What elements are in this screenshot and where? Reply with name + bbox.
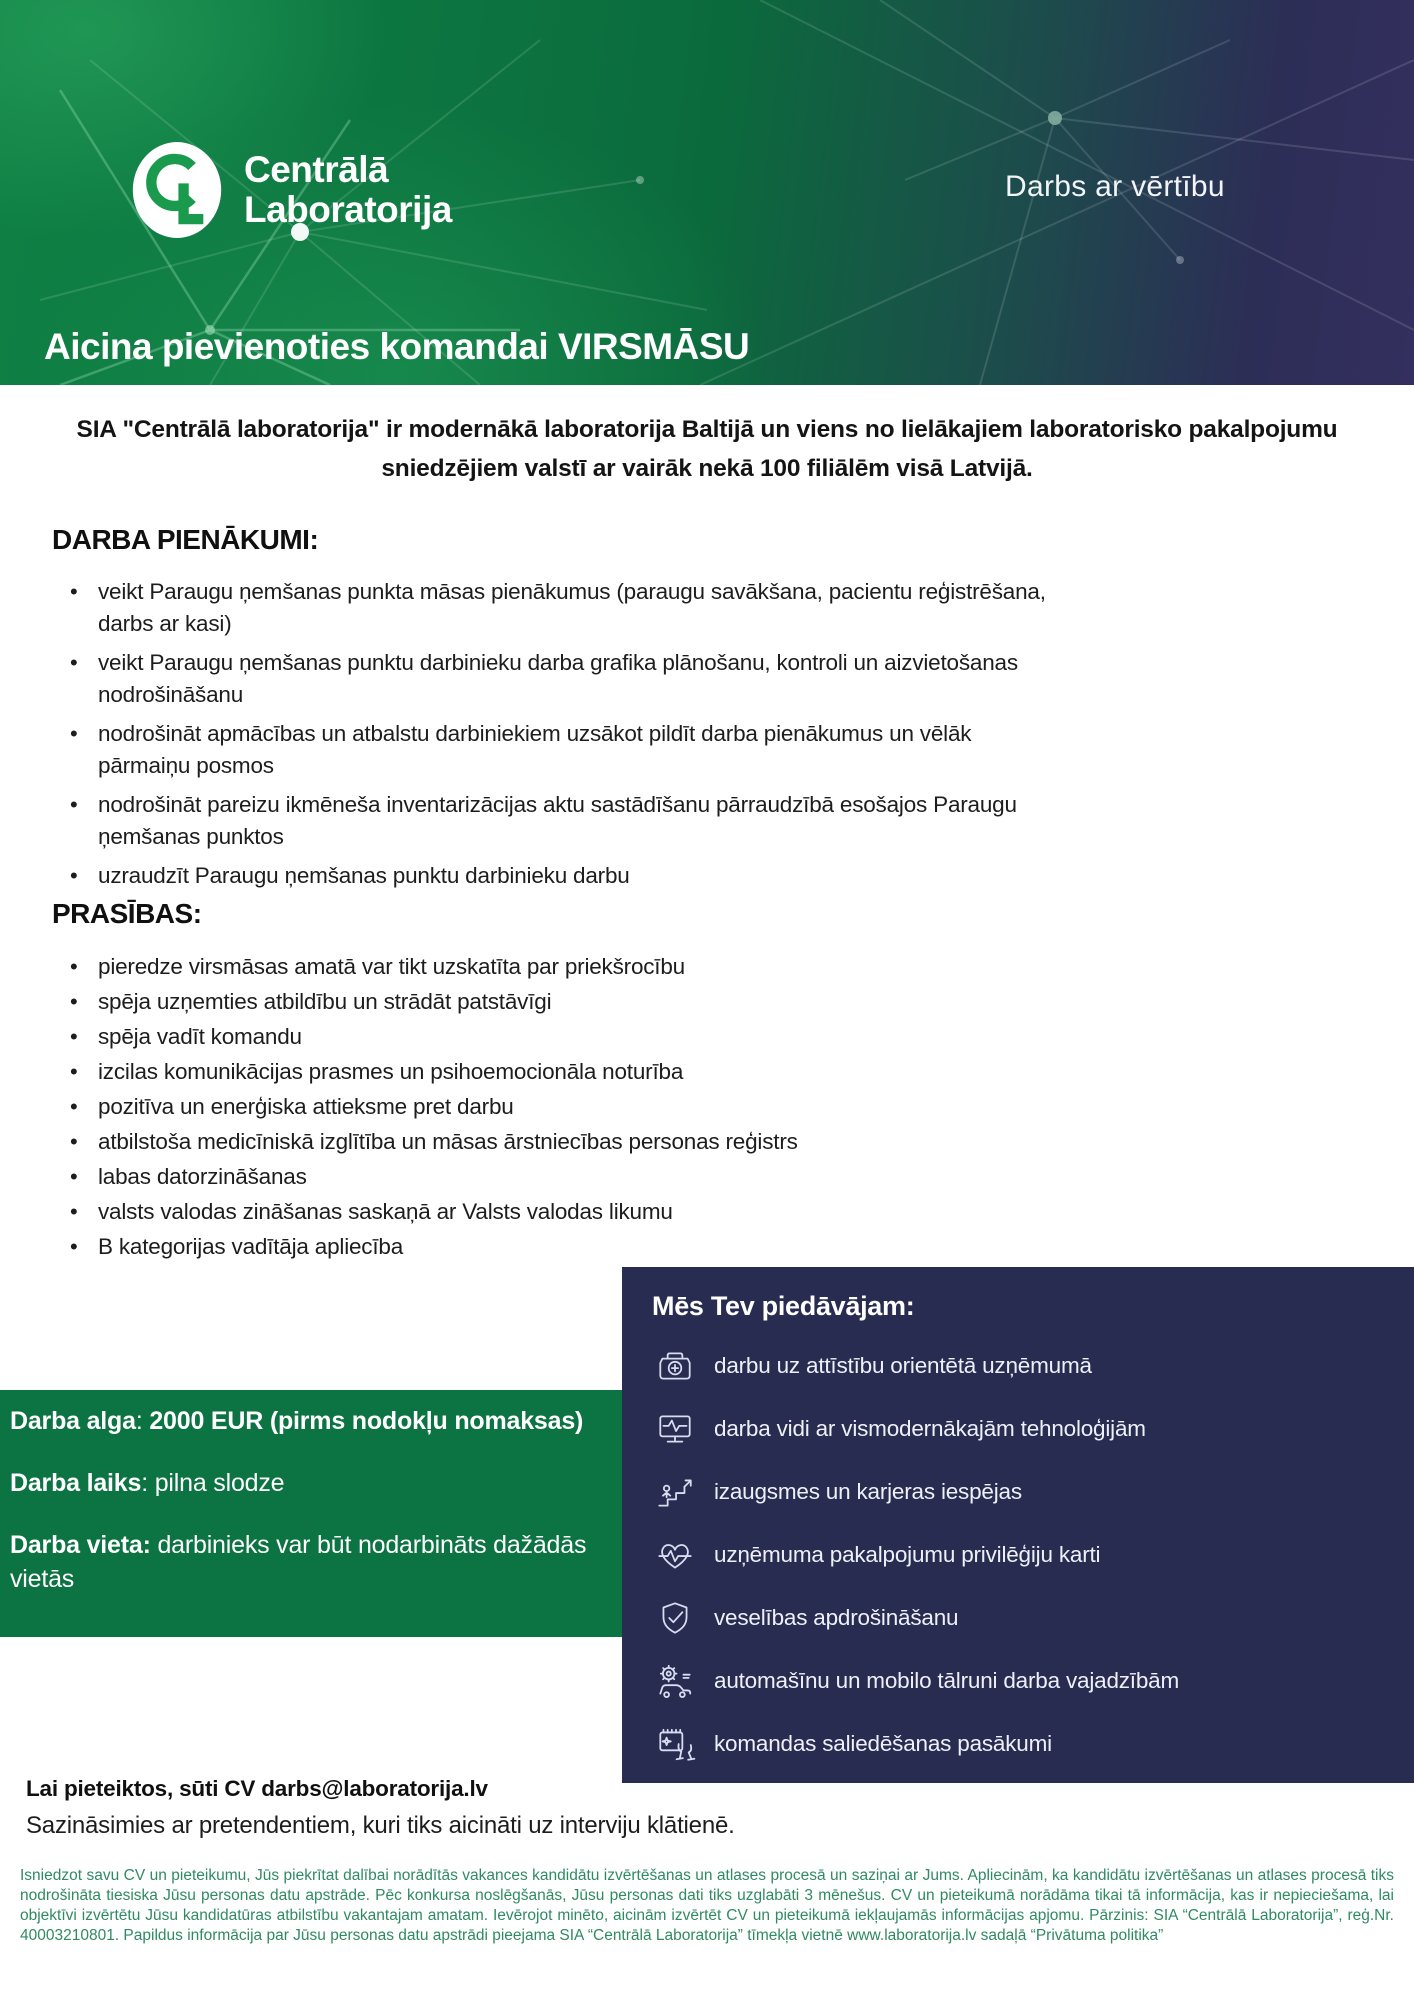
offer-item xyxy=(652,1712,1394,1775)
offer-text: automašīnu un mobilo tālruni darba vajadzībām xyxy=(714,1667,1180,1693)
offers-panel xyxy=(622,1267,1414,1783)
duties-heading: DARBA PIENĀKUMI: xyxy=(52,524,319,555)
brand-name-line2: Laboratorija xyxy=(244,189,452,230)
website-link[interactable]: www.laboratorija.lv xyxy=(847,1927,977,1944)
requirements-heading: PRASĪBAS: xyxy=(52,898,202,929)
duties-list xyxy=(52,576,1062,892)
offer-item xyxy=(652,1460,1394,1523)
team-event-icon xyxy=(652,1723,698,1765)
work-time-row xyxy=(10,1466,608,1500)
requirement-item: • izcilas komunikācijas prasmes un psihoemocionāla noturība xyxy=(52,1055,1062,1088)
offer-item xyxy=(652,1334,1394,1397)
offer-text: darbu uz attīstību orientētā uzņēmumā xyxy=(714,1352,1092,1378)
requirement-item: • B kategorijas vadītāja apliecība xyxy=(52,1230,1062,1263)
hero-header xyxy=(0,0,1414,385)
requirement-item: • valsts valodas zināšanas saskaņā ar Valsts valodas likumu xyxy=(52,1195,1062,1228)
offer-text: darba vidi ar vismodernākajām tehnoloģijām xyxy=(714,1415,1146,1441)
brand xyxy=(130,140,452,240)
career-growth-icon xyxy=(652,1471,698,1513)
apply-instruction-prefix: Lai pieteiktos, sūti CV xyxy=(26,1776,262,1801)
first-aid-kit-icon xyxy=(652,1345,698,1387)
terms-panel xyxy=(0,1390,622,1637)
apply-instruction xyxy=(26,1776,1026,1802)
brand-name-line1: Centrālā xyxy=(244,149,389,190)
monitor-pulse-icon xyxy=(652,1408,698,1450)
requirement-item: • atbilstoša medicīniskā izglītība un māsas ārstniecības personas reģistrs xyxy=(52,1125,1062,1158)
salary-label: Darba alga xyxy=(10,1407,136,1435)
offer-text: komandas saliedēšanas pasākumi xyxy=(714,1730,1052,1756)
work-time-label: Darba laiks xyxy=(10,1469,142,1497)
work-place-value: darbinieks var būt nodarbināts dažādās vietās xyxy=(10,1531,587,1593)
offers-list xyxy=(652,1334,1394,1775)
legal-text-part1: Isniedzot savu CV un pieteikumu, Jūs piekrītat dalībai norādītās vakances kandidātu izvērtēšanas un atlases procesā un saziņai ar Jums. Apliecinām, ka kandidātu izvērtēšanas un atlases procesā tiks nodrošināta tiesiska Jūsu personas datu apstrāde. Pēc konkursa noslēgšanās, Jūsu personas dati tiks uzglabāti 3 mēnešus. CV un pieteikumā norādāma tikai tā informācija, kas ir nepieciešama, lai objektīvi izvērtētu Jūsu kandidatūras atbilstību vakantajam amatam. Ievērojot minēto, aicinām izvērtēt CV un pieteikumā iekļaujamās informācijas apjomu. Pārzinis: SIA “Centrālā Laboratorija”, reģ.Nr. 40003210801. Papildus informācija par Jūsu personas datu apstrādi pieejama SIA “Centrālā Laboratorija” tīmekļa vietnē xyxy=(20,1867,1394,1944)
intro-text: SIA "Centrālā laboratorija" ir modernākā laboratorija Baltijā un viens no lielākajiem laboratorisko pakalpojumu sniedzējiem valstī ar vairāk nekā 100 filiālēm visā Latvijā. xyxy=(76,416,1338,482)
apply-section xyxy=(26,1776,1026,1840)
offer-item xyxy=(652,1586,1394,1649)
work-place-row xyxy=(10,1528,608,1596)
requirement-item: • spēja vadīt komandu xyxy=(52,1020,1062,1053)
offer-item xyxy=(652,1523,1394,1586)
duty-item: • uzraudzīt Paraugu ņemšanas punktu darbinieku darbu xyxy=(52,860,1062,892)
intro-section xyxy=(0,410,1414,488)
brand-tagline: Darbs ar vērtību xyxy=(1005,170,1225,203)
requirements-list xyxy=(52,950,1062,1263)
email-link[interactable]: darbs@laboratorija.lv xyxy=(261,1776,488,1801)
offer-item xyxy=(652,1397,1394,1460)
salary-row xyxy=(10,1404,608,1438)
requirements-section xyxy=(0,898,1414,1265)
company-logo-icon xyxy=(130,140,224,240)
offer-text: izaugsmes un karjeras iespējas xyxy=(714,1478,1022,1504)
shield-check-icon xyxy=(652,1597,698,1639)
car-gear-icon xyxy=(652,1660,698,1702)
offer-text: veselības apdrošināšanu xyxy=(714,1604,959,1630)
duty-item: • veikt Paraugu ņemšanas punktu darbinieku darba grafika plānošanu, kontroli un aizvietošanas nodrošināšanu xyxy=(52,647,1062,711)
requirement-item: • pozitīva un enerģiska attieksme pret darbu xyxy=(52,1090,1062,1123)
duty-item: • nodrošināt apmācības un atbalstu darbiniekiem uzsākot pildīt darba pienākumus un vēlāk pārmaiņu posmos xyxy=(52,718,1062,782)
offer-text: uzņēmuma pakalpojumu privilēģiju karti xyxy=(714,1541,1101,1567)
heart-pulse-icon xyxy=(652,1534,698,1576)
legal-text-part2: sadaļā “Privātuma politika” xyxy=(976,1927,1164,1944)
salary-separator: : xyxy=(135,1407,150,1435)
offers-heading: Mēs Tev piedāvājam: xyxy=(652,1291,915,1321)
brand-name xyxy=(244,150,452,230)
apply-note: Sazināsimies ar pretendentiem, kuri tiks aicināti uz interviju klātienē. xyxy=(26,1812,735,1839)
requirement-item: • spēja uzņemties atbildību un strādāt patstāvīgi xyxy=(52,985,1062,1018)
page-title: Aicina pievienoties komandai VIRSMĀSU xyxy=(44,326,750,367)
work-time-separator: : xyxy=(141,1469,155,1497)
requirement-item: • pieredze virsmāsas amatā var tikt uzskatīta par priekšrocību xyxy=(52,950,1062,983)
duty-item: • nodrošināt pareizu ikmēneša inventarizācijas aktu sastādīšanu pārraudzībā esošajos Paraugu ņemšanas punktos xyxy=(52,789,1062,853)
salary-value: 2000 EUR (pirms nodokļu nomaksas) xyxy=(149,1407,584,1435)
requirement-item: • labas datorzināšanas xyxy=(52,1160,1062,1193)
work-place-label: Darba vieta: xyxy=(10,1531,151,1559)
duties-section xyxy=(0,524,1414,899)
work-time-value: pilna slodze xyxy=(154,1469,285,1497)
duty-item: • veikt Paraugu ņemšanas punkta māsas pienākumus (paraugu savākšana, pacientu reģistrēšana, darbs ar kasi) xyxy=(52,576,1062,640)
offer-item xyxy=(652,1649,1394,1712)
legal-disclaimer xyxy=(20,1866,1394,1946)
